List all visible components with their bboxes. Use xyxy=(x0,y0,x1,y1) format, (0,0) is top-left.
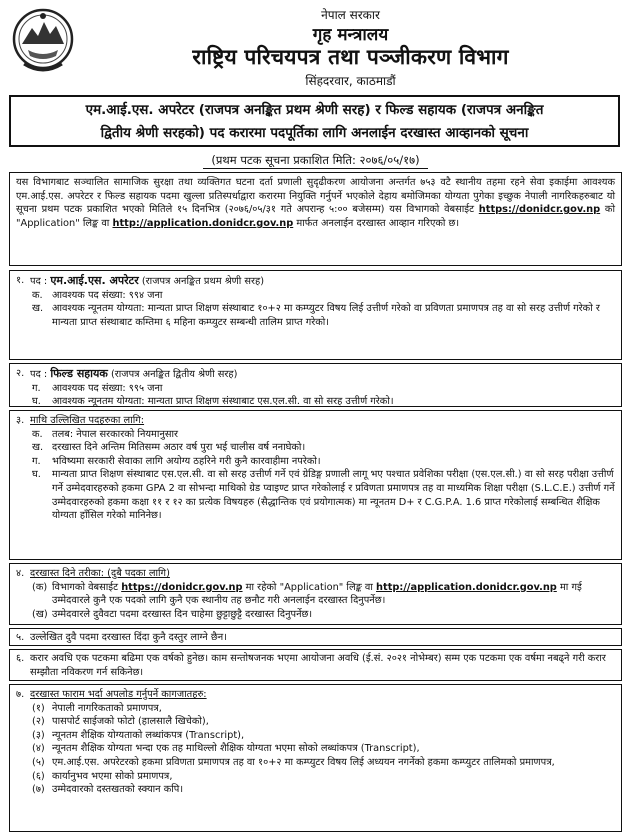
list-item xyxy=(16,608,615,622)
list-item-marker: (५) xyxy=(32,756,45,768)
list-item xyxy=(16,581,615,608)
application-link[interactable]: http://application.donidcr.gov.np xyxy=(376,581,557,593)
list-item-marker: ग. xyxy=(32,455,41,467)
intro-text-1: यस विभागबाट सञ्चालित सामाजिक सुरक्षा तथा व्यक्तिगत घटना दर्ता प्रणाली सुदृढीकरण आयोजना अन्तर्गत ७५३ वटै स्थानीय तहमा रहने सेवा इकाईमा आवश्यक एम.आई.एस. अपरेटर र फिल्ड सहायक पदमा खुल्ला प्रतिस्पर्धाद्वारा करारमा नियुक्ति गर्नुपर्ने भएकोले देहाय बमोजिमका योग्यता पुगेका इच्छुक नेपाली नागरिकहरुबाट यो सूचना प्रथम पटक प्रकाशित भएको मितिले १५ दिनभित्र (२०७६/०५/३१ गते अपरान्ह ५:०० बजेसम्म) यस विभागको वेबसाईट xyxy=(16,177,615,216)
section-number: २. xyxy=(16,368,25,379)
list-item xyxy=(16,441,615,455)
intro-text-2: को "Application" लिङ्क वा xyxy=(16,204,615,229)
method-text-3: मा गई उम्मेदवारले कुनै एक पदको लागि कुनै एक स्थानीय तह छनौट गरी अनलाईन दरखास्त दिनुपर्नेछ। xyxy=(52,581,582,607)
list-item-text: एम.आई.एस. अपरेटरको हकमा प्रविणता प्रमाणपत्र तह वा १०+२ मा कम्प्युटर विषय लिई अध्ययन नगर्नेको हकमा कम्प्युटर तालिमको प्रमाणपत्र, xyxy=(52,756,555,768)
list-item xyxy=(16,756,615,770)
list-item-marker: ग. xyxy=(32,382,41,394)
post-label: पद : xyxy=(30,369,48,380)
list-item-text: तलब: नेपाल सरकारको नियमानुसार xyxy=(52,428,179,440)
list-item-text: दरखास्त दिने अन्तिम मितिसम्म अठार वर्ष पुरा भई चालीस वर्ष ननाघेको। xyxy=(52,442,306,454)
list-item-marker: (क) xyxy=(32,581,48,593)
section-application-method xyxy=(9,563,622,625)
post-name: एम.आई.एस. अपरेटर xyxy=(50,274,139,287)
list-item-marker: क. xyxy=(32,428,43,440)
section-heading: माथि उल्लिखित पदहरुका लागि: xyxy=(30,415,145,426)
list-item-marker: (२) xyxy=(32,716,45,728)
list-item-marker: घ. xyxy=(32,396,41,408)
list-item-marker: (ख) xyxy=(32,608,48,620)
list-item xyxy=(16,382,615,396)
section-contract-period xyxy=(9,649,622,681)
list-item xyxy=(16,742,615,756)
nepal-government-emblem-icon xyxy=(10,6,76,76)
list-item-text: कार्यानुभव भएमा सोको प्रमाणपत्र, xyxy=(52,770,173,782)
list-item-text: मान्यता प्राप्त शिक्षण संस्थाबाट एस.एल.सी. वा सो सरह उत्तीर्ण गर्ने एवं ग्रेडिङ्ग प्रणाली लागू भए पश्चात प्रवेशिका परीक्षा (एस.एल.सी.) वा सो सरह परीक्षा उत्तीर्ण गर्ने उम्मेदवारहरुको हकमा GPA 2 वा सोभन्दा माथिको ग्रेड प्वाइण्ट प्राप्त गरेकोलाई र प्रविणता प्रमाणपत्र तह वा माध्यमिक शिक्षा परीक्षा (S.L.C.E.) उत्तीर्ण गर्ने उम्मेदवारहरुको हकमा कक्षा ११ र १२ का प्रत्येक विषयहरु (सैद्धान्तिक एवं प्रयोगात्मक) मा न्यूनतम D+ र C.G.P.A. 1.6 प्राप्त गरेकोलाई सम्बन्धित शैक्षिक योग्यता हाँसिल गरेको मानिनेछ। xyxy=(52,469,615,522)
list-item xyxy=(16,395,615,409)
list-item-text: न्यूनतम शैक्षिक योग्यताको लब्धांकपत्र (Transcript), xyxy=(52,729,245,741)
list-item-marker: (३) xyxy=(32,729,45,741)
list-item-marker: (७) xyxy=(32,784,45,796)
list-item xyxy=(16,770,615,784)
list-item xyxy=(16,302,615,329)
list-item-marker: ख. xyxy=(32,442,44,454)
section-number: ४. xyxy=(16,568,25,579)
section-number: ६. xyxy=(16,653,25,664)
application-link[interactable]: http://application.donidcr.gov.np xyxy=(112,217,294,229)
list-item-marker: (४) xyxy=(32,743,45,755)
post-label: पद : xyxy=(30,276,48,287)
section-number: १. xyxy=(16,275,25,286)
section-text: करार अवधि एक पटकमा बढिमा एक वर्षको हुनेछ। काम सन्तोषजनक भएमा आयोजना अवधि (ई.सं. २०२१ नोभेम्बर) सम्म एक पटकमा एक वर्षमा नबढ्ने गरी करार सम्झौता नविकरण गर्न सकिनेछ। xyxy=(30,653,606,678)
method-text-1: विभागको वेबसाईट xyxy=(52,581,119,593)
list-item-marker: (१) xyxy=(32,702,45,714)
post-name: फिल्ड सहायक xyxy=(50,367,108,380)
list-item xyxy=(16,468,615,522)
list-item-text: आवश्यक न्यूनतम योग्यता: मान्यता प्राप्त शिक्षण संस्थाबाट एस.एल.सी. वा सो सरह उत्तीर्ण गरेको। xyxy=(52,396,394,408)
list-item-text: भविष्यमा सरकारी सेवाका लागि अयोग्य ठहरिने गरी कुनै कारवाहीमा नपरेको। xyxy=(52,455,321,467)
publication-date xyxy=(0,153,631,168)
government-name: नेपाल सरकार xyxy=(321,8,380,22)
section-heading: दरखास्त फाराम भर्दा अपलोड गर्नुपर्ने कागजातहरु: xyxy=(30,689,207,700)
list-item-marker: क. xyxy=(32,289,43,301)
notice-title-line-2: द्वितीय श्रेणी सरहको) पद करारमा पदपूर्तिका लागि अनलाईन दरखास्त आव्हानको सूचना xyxy=(100,125,529,141)
post-rank: (राजपत्र अनङ्कित द्वितीय श्रेणी सरह) xyxy=(110,369,238,380)
section-number: ७. xyxy=(16,689,25,700)
list-item-text: आवश्यक पद संख्या: ९९४ जना xyxy=(52,289,163,301)
list-item xyxy=(16,289,615,303)
intro-paragraph xyxy=(9,172,622,266)
section-fee xyxy=(9,628,622,646)
list-item-text: उम्मेदवारको दस्तखतको स्क्यान कपि। xyxy=(52,784,184,796)
publication-date-text: (प्रथम पटक सूचना प्रकाशित मिति: २०७६/०५/१७) xyxy=(203,153,427,169)
section-common-requirements xyxy=(9,410,622,560)
website-link[interactable]: https://donidcr.gov.np xyxy=(121,581,243,593)
list-item-text: पासपोर्ट साईजको फोटो (हालसालै खिचेको), xyxy=(52,716,209,728)
list-item-text: न्यूनतम शैक्षिक योग्यता भन्दा एक तह माथिल्लो शैक्षिक योग्यता भएमा सोको लब्धांकपत्र (Transcript), xyxy=(52,743,420,755)
website-link[interactable]: https://donidcr.gov.np xyxy=(478,204,601,216)
notice-title-line-1: एम.आई.एस. अपरेटर (राजपत्र अनङ्कित प्रथम श्रेणी सरह) र फिल्ड सहायक (राजपत्र अनङ्कित xyxy=(85,102,544,118)
section-post-mis-operator xyxy=(9,270,622,360)
list-item-text: आवश्यक पद संख्या: ९९५ जना xyxy=(52,382,163,394)
list-item-text: आवश्यक न्यूनतम योग्यता: मान्यता प्राप्त शिक्षण संस्थाबाट १०+२ मा कम्प्युटर विषय लिई उत्तीर्ण गरेको वा प्रविणता प्रमाणपत्र तह वा सो सरह उत्तीर्ण गरेको र मान्यता प्राप्त संस्थाबाट कम्तिमा ६ महिना कम्प्युटर सम्बन्धी तालिम प्राप्त गरेको। xyxy=(52,303,600,328)
notice-title xyxy=(9,95,620,147)
list-item-marker: (६) xyxy=(32,770,45,782)
section-documents xyxy=(9,684,622,832)
list-item-text: नेपाली नागरिकताको प्रमाणपत्र, xyxy=(52,702,162,714)
office-address: सिंहदरवार, काठमाडौं xyxy=(305,74,396,88)
section-text: उल्लेखित दुवै पदमा दरखास्त दिंदा कुनै दस्तुर लाग्ने छैन। xyxy=(30,632,227,643)
intro-text-3: मार्फत अनलाईन दरखास्त आव्हान गरिएको छ। xyxy=(296,217,460,229)
list-item xyxy=(16,455,615,469)
method-text-2: मा रहेको "Application" लिङ्क वा xyxy=(245,581,373,593)
ministry-name: गृह मन्त्रालय xyxy=(312,25,389,45)
list-item xyxy=(16,783,615,797)
list-item xyxy=(16,729,615,743)
post-rank: (राजपत्र अनङ्कित प्रथम श्रेणी सरह) xyxy=(141,276,265,287)
list-item xyxy=(16,428,615,442)
section-number: ५. xyxy=(16,632,25,643)
list-item xyxy=(16,702,615,716)
section-number: ३. xyxy=(16,415,25,426)
section-post-field-assistant xyxy=(9,363,622,407)
department-name: राष्ट्रिय परिचयपत्र तथा पञ्जीकरण विभाग xyxy=(192,45,509,69)
section-heading: दरखास्त दिने तरीका: (दुबै पदका लागि) xyxy=(30,568,170,579)
list-item-marker: घ. xyxy=(32,469,41,481)
list-item-text: उम्मेदवारले दुवैवटा पदमा दरखास्त दिन चाहेमा छुट्टाछुट्टै दरखास्त दिनुपर्नेछ। xyxy=(52,608,313,620)
list-item xyxy=(16,715,615,729)
list-item-marker: ख. xyxy=(32,303,44,315)
